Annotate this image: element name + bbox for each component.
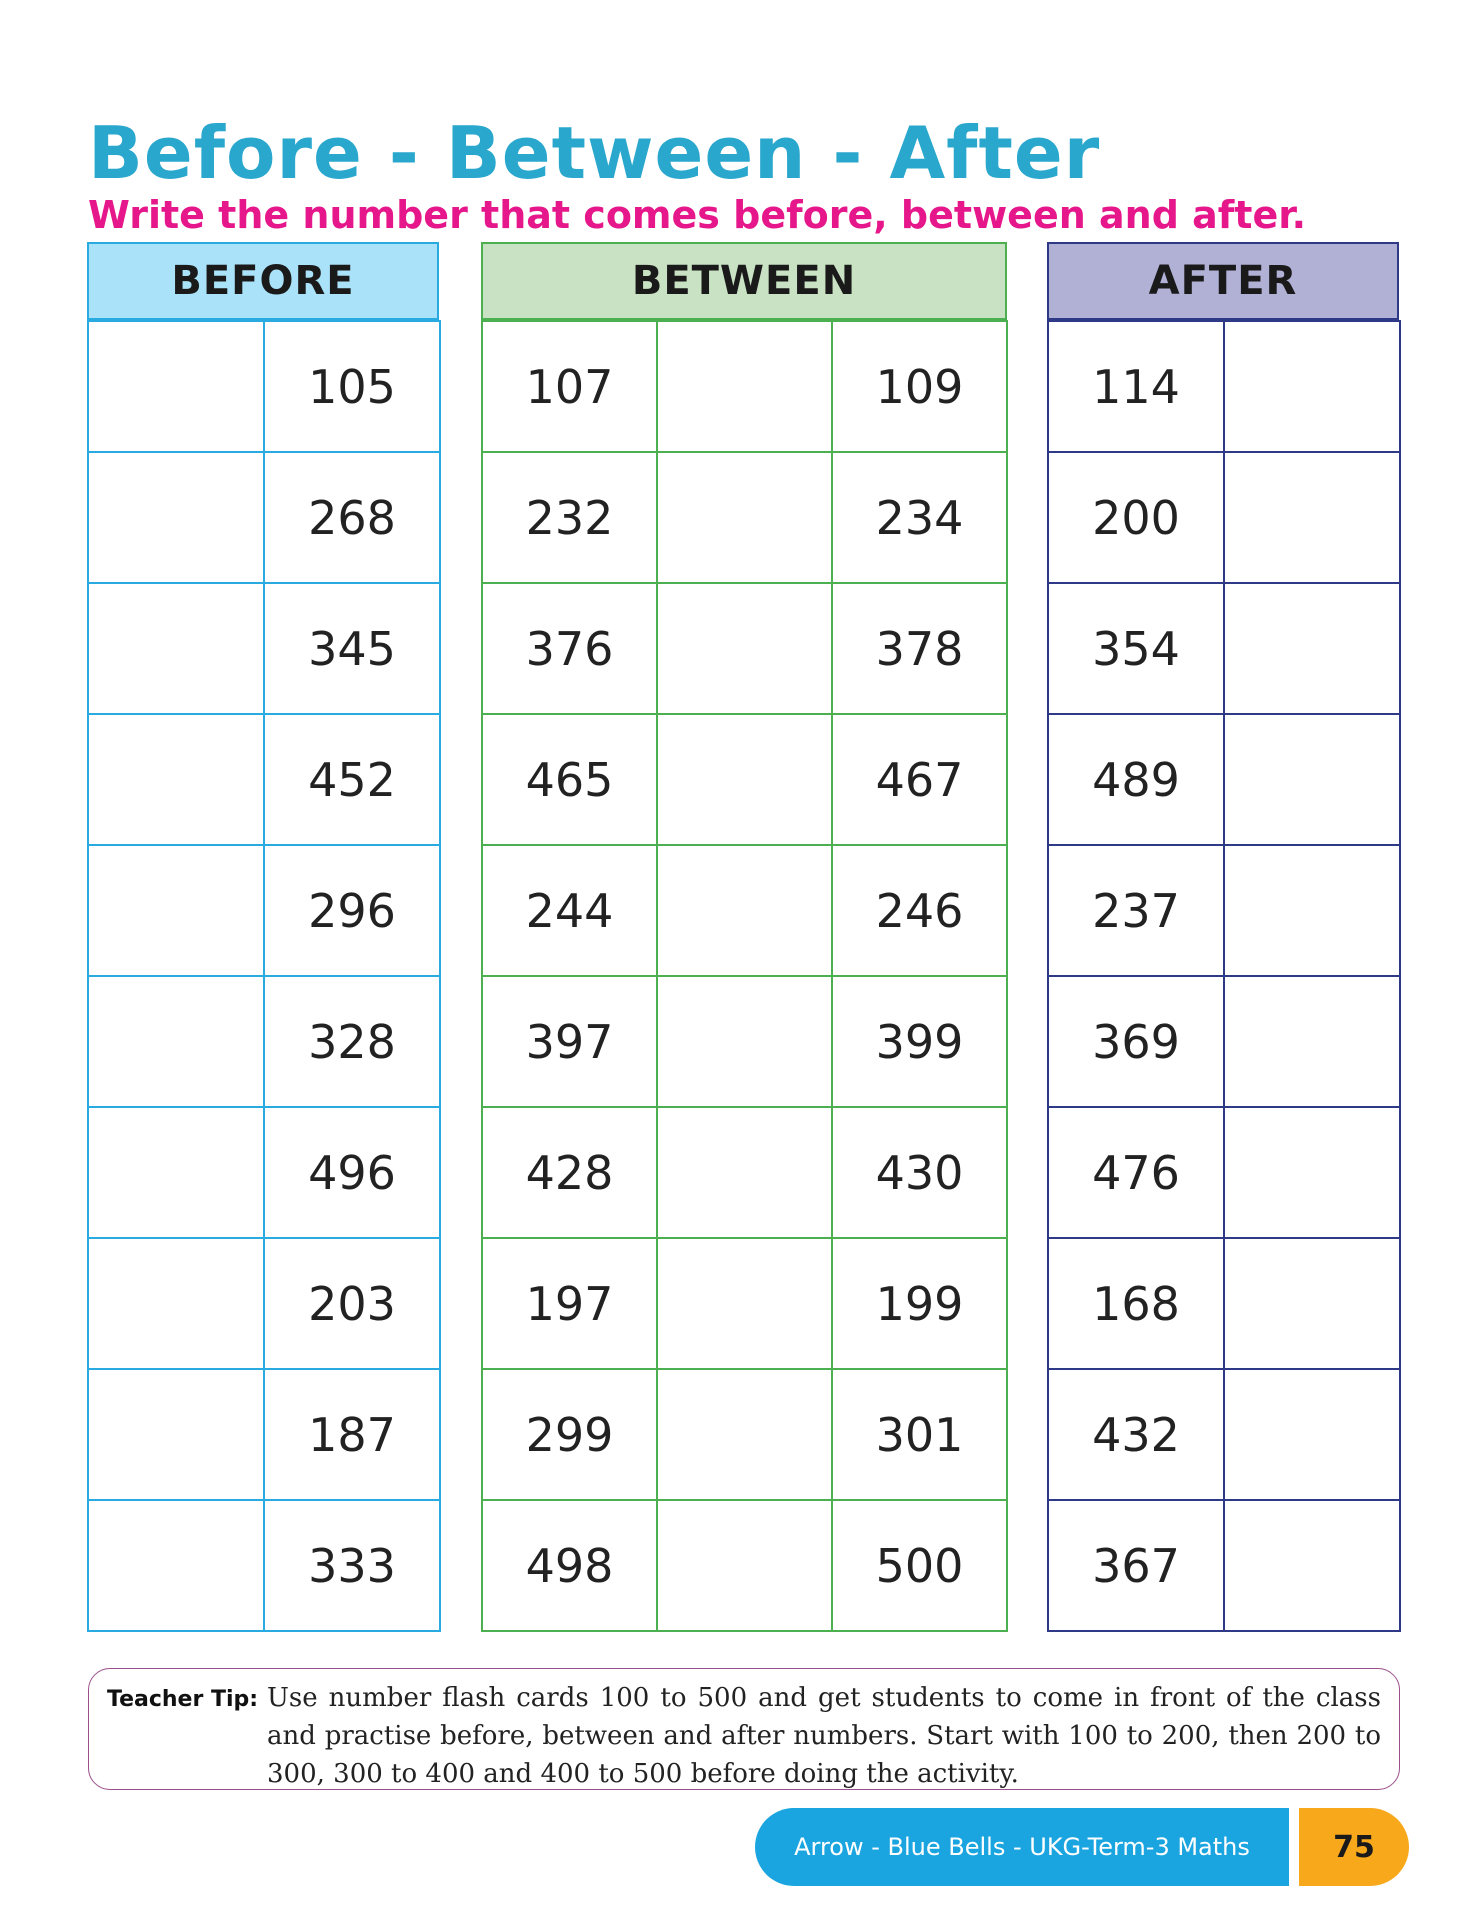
- given-number-cell: 246: [832, 845, 1007, 976]
- between-table: [481, 242, 1007, 1632]
- given-number-cell: 200: [1048, 452, 1224, 583]
- given-number-cell: 369: [1048, 976, 1224, 1107]
- given-number-cell: 296: [264, 845, 440, 976]
- answer-blank-cell[interactable]: [1224, 1500, 1400, 1631]
- given-number-cell: 187: [264, 1369, 440, 1500]
- answer-blank-cell[interactable]: [657, 1238, 832, 1369]
- table-row: [1048, 1107, 1400, 1238]
- given-number-cell: 476: [1048, 1107, 1224, 1238]
- given-number-cell: 107: [482, 321, 657, 452]
- given-number-cell: 354: [1048, 583, 1224, 714]
- given-number-cell: 114: [1048, 321, 1224, 452]
- table-row: [1048, 583, 1400, 714]
- given-number-cell: 244: [482, 845, 657, 976]
- before-header: BEFORE: [87, 242, 439, 320]
- table-row: [1048, 1500, 1400, 1631]
- given-number-cell: 376: [482, 583, 657, 714]
- teacher-tip-text: Use number flash cards 100 to 500 and get students to come in front of the class and practise before, between and after numbers. Start with 100 to 200, then 200 to 300, 300 to 400 and 400 to 500 before doing the activity.: [267, 1683, 1381, 1789]
- teacher-tip-box: [88, 1668, 1400, 1790]
- given-number-cell: 299: [482, 1369, 657, 1500]
- answer-blank-cell[interactable]: [88, 452, 264, 583]
- given-number-cell: 203: [264, 1238, 440, 1369]
- instruction-text: Write the number that comes before, between and after.: [88, 193, 1307, 237]
- table-row: [1048, 452, 1400, 583]
- before-table: [87, 242, 439, 1632]
- answer-blank-cell[interactable]: [88, 583, 264, 714]
- given-number-cell: 328: [264, 976, 440, 1107]
- given-number-cell: 197: [482, 1238, 657, 1369]
- given-number-cell: 232: [482, 452, 657, 583]
- given-number-cell: 430: [832, 1107, 1007, 1238]
- between-grid: [481, 320, 1008, 1632]
- page-number: 75: [1299, 1808, 1409, 1886]
- answer-blank-cell[interactable]: [88, 1500, 264, 1631]
- given-number-cell: 496: [264, 1107, 440, 1238]
- before-grid: [87, 320, 441, 1632]
- given-number-cell: 399: [832, 976, 1007, 1107]
- table-row: [88, 1500, 440, 1631]
- table-row: [482, 1107, 1007, 1238]
- answer-blank-cell[interactable]: [657, 583, 832, 714]
- table-row: [482, 1369, 1007, 1500]
- answer-blank-cell[interactable]: [657, 714, 832, 845]
- given-number-cell: 109: [832, 321, 1007, 452]
- given-number-cell: 301: [832, 1369, 1007, 1500]
- after-table: [1047, 242, 1399, 1632]
- answer-blank-cell[interactable]: [1224, 321, 1400, 452]
- table-row: [88, 583, 440, 714]
- between-header: BETWEEN: [481, 242, 1007, 320]
- table-row: [88, 845, 440, 976]
- answer-blank-cell[interactable]: [657, 976, 832, 1107]
- table-row: [482, 583, 1007, 714]
- answer-blank-cell[interactable]: [657, 1369, 832, 1500]
- given-number-cell: 500: [832, 1500, 1007, 1631]
- answer-blank-cell[interactable]: [657, 452, 832, 583]
- answer-blank-cell[interactable]: [88, 976, 264, 1107]
- table-row: [1048, 714, 1400, 845]
- page-title: Before - Between - After: [88, 111, 1101, 195]
- answer-blank-cell[interactable]: [1224, 1238, 1400, 1369]
- after-grid: [1047, 320, 1401, 1632]
- table-row: [482, 452, 1007, 583]
- given-number-cell: 333: [264, 1500, 440, 1631]
- table-row: [1048, 321, 1400, 452]
- given-number-cell: 432: [1048, 1369, 1224, 1500]
- given-number-cell: 199: [832, 1238, 1007, 1369]
- given-number-cell: 237: [1048, 845, 1224, 976]
- table-row: [88, 1238, 440, 1369]
- table-row: [482, 845, 1007, 976]
- answer-blank-cell[interactable]: [1224, 714, 1400, 845]
- given-number-cell: 367: [1048, 1500, 1224, 1631]
- given-number-cell: 268: [264, 452, 440, 583]
- answer-blank-cell[interactable]: [88, 1238, 264, 1369]
- after-header: AFTER: [1047, 242, 1399, 320]
- answer-blank-cell[interactable]: [88, 1369, 264, 1500]
- given-number-cell: 465: [482, 714, 657, 845]
- teacher-tip-label: Teacher Tip:: [107, 1687, 259, 1712]
- answer-blank-cell[interactable]: [1224, 452, 1400, 583]
- given-number-cell: 105: [264, 321, 440, 452]
- answer-blank-cell[interactable]: [88, 845, 264, 976]
- table-row: [1048, 1369, 1400, 1500]
- given-number-cell: 168: [1048, 1238, 1224, 1369]
- book-title-footer: Arrow - Blue Bells - UKG-Term-3 Maths: [755, 1808, 1289, 1886]
- answer-blank-cell[interactable]: [1224, 1369, 1400, 1500]
- given-number-cell: 397: [482, 976, 657, 1107]
- answer-blank-cell[interactable]: [657, 845, 832, 976]
- answer-blank-cell[interactable]: [88, 321, 264, 452]
- table-row: [88, 1107, 440, 1238]
- table-row: [1048, 1238, 1400, 1369]
- given-number-cell: 467: [832, 714, 1007, 845]
- table-row: [88, 452, 440, 583]
- table-row: [88, 1369, 440, 1500]
- table-row: [482, 1500, 1007, 1631]
- given-number-cell: 489: [1048, 714, 1224, 845]
- answer-blank-cell[interactable]: [1224, 583, 1400, 714]
- answer-blank-cell[interactable]: [1224, 845, 1400, 976]
- given-number-cell: 428: [482, 1107, 657, 1238]
- table-row: [482, 1238, 1007, 1369]
- given-number-cell: 498: [482, 1500, 657, 1631]
- answer-blank-cell[interactable]: [1224, 1107, 1400, 1238]
- table-row: [88, 714, 440, 845]
- answer-blank-cell[interactable]: [88, 1107, 264, 1238]
- answer-blank-cell[interactable]: [1224, 976, 1400, 1107]
- given-number-cell: 345: [264, 583, 440, 714]
- table-row: [88, 976, 440, 1107]
- given-number-cell: 452: [264, 714, 440, 845]
- answer-blank-cell[interactable]: [657, 321, 832, 452]
- answer-blank-cell[interactable]: [657, 1500, 832, 1631]
- answer-blank-cell[interactable]: [88, 714, 264, 845]
- given-number-cell: 234: [832, 452, 1007, 583]
- table-row: [482, 321, 1007, 452]
- table-row: [1048, 976, 1400, 1107]
- table-row: [482, 714, 1007, 845]
- given-number-cell: 378: [832, 583, 1007, 714]
- table-row: [88, 321, 440, 452]
- table-row: [482, 976, 1007, 1107]
- answer-blank-cell[interactable]: [657, 1107, 832, 1238]
- table-row: [1048, 845, 1400, 976]
